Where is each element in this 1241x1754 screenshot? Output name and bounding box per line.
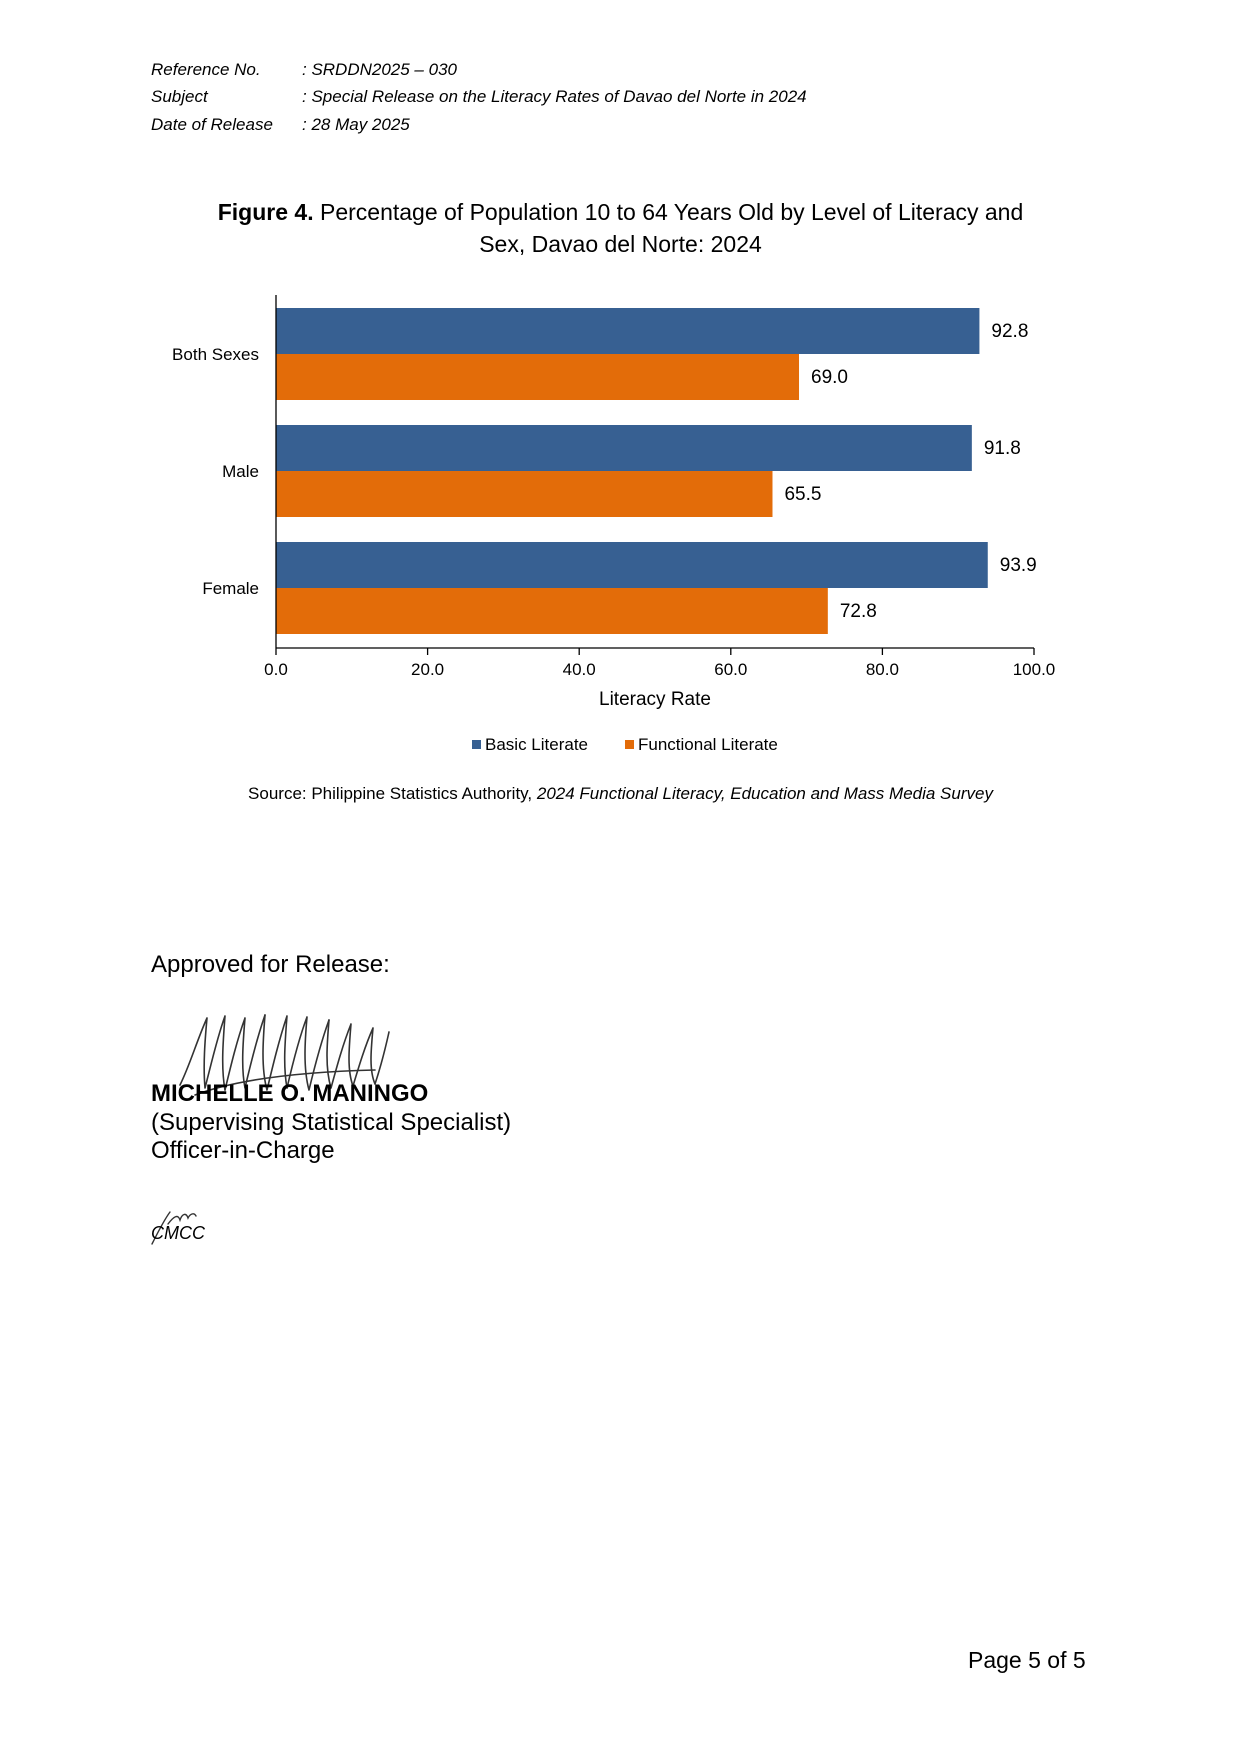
subject-value: : Special Release on the Literacy Rates of Davao del Norte in 2024: [302, 87, 807, 106]
bar: [276, 354, 799, 400]
x-tick-label: 0.0: [264, 660, 288, 679]
source-prefix: Source: Philippine Statistics Authority,: [248, 784, 537, 803]
legend-label: Functional Literate: [638, 735, 778, 754]
category-label: Both Sexes: [172, 345, 259, 364]
x-axis-title: Literacy Rate: [599, 689, 711, 710]
bar: [276, 471, 772, 517]
figure-label: Figure 4.: [217, 199, 314, 225]
data-label: 65.5: [784, 484, 822, 505]
reference-label: Reference No.: [151, 60, 261, 79]
x-tick-label: 60.0: [714, 660, 748, 679]
category-label: Female: [202, 579, 259, 598]
signatory-name: MICHELLE O. MANINGO: [151, 1080, 429, 1107]
x-tick-label: 100.0: [1012, 660, 1056, 679]
bar: [276, 542, 988, 588]
bar: [276, 425, 972, 471]
legend-swatch: [625, 740, 634, 749]
data-label: 93.9: [999, 555, 1037, 576]
legend-label: Basic Literate: [485, 735, 588, 754]
category-label: Male: [222, 462, 259, 481]
subject-label: Subject: [151, 87, 208, 106]
source-note: [160, 784, 1081, 804]
signatory-role: Officer-in-Charge: [151, 1137, 335, 1164]
page-number: Page 5 of 5: [968, 1647, 1086, 1673]
data-label: 92.8: [991, 321, 1029, 342]
prepared-by-initials: CMCC: [151, 1223, 205, 1243]
x-tick-label: 20.0: [411, 660, 445, 679]
release-date-label: Date of Release: [151, 115, 273, 134]
bar: [276, 308, 979, 354]
data-label: 91.8: [983, 438, 1021, 459]
source-survey-title: 2024 Functional Literacy, Education and Mass Media Survey: [536, 784, 993, 803]
signatory-position: (Supervising Statistical Specialist): [151, 1109, 512, 1136]
approved-for-release-label: Approved for Release:: [151, 951, 390, 978]
x-tick-label: 40.0: [562, 660, 596, 679]
reference-value: : SRDDN2025 – 030: [302, 60, 457, 79]
bar: [276, 588, 828, 634]
data-label: 72.8: [839, 601, 877, 622]
figure-title-line1: Percentage of Population 10 to 64 Years Old by Level of Literacy and: [313, 199, 1024, 225]
legend-swatch: [472, 740, 481, 749]
release-date-value: : 28 May 2025: [302, 115, 410, 134]
literacy-bar-chart: [0, 0, 1241, 780]
x-tick-label: 80.0: [865, 660, 899, 679]
data-label: 69.0: [811, 367, 849, 388]
figure-title-line2: Sex, Davao del Norte: 2024: [479, 231, 762, 257]
